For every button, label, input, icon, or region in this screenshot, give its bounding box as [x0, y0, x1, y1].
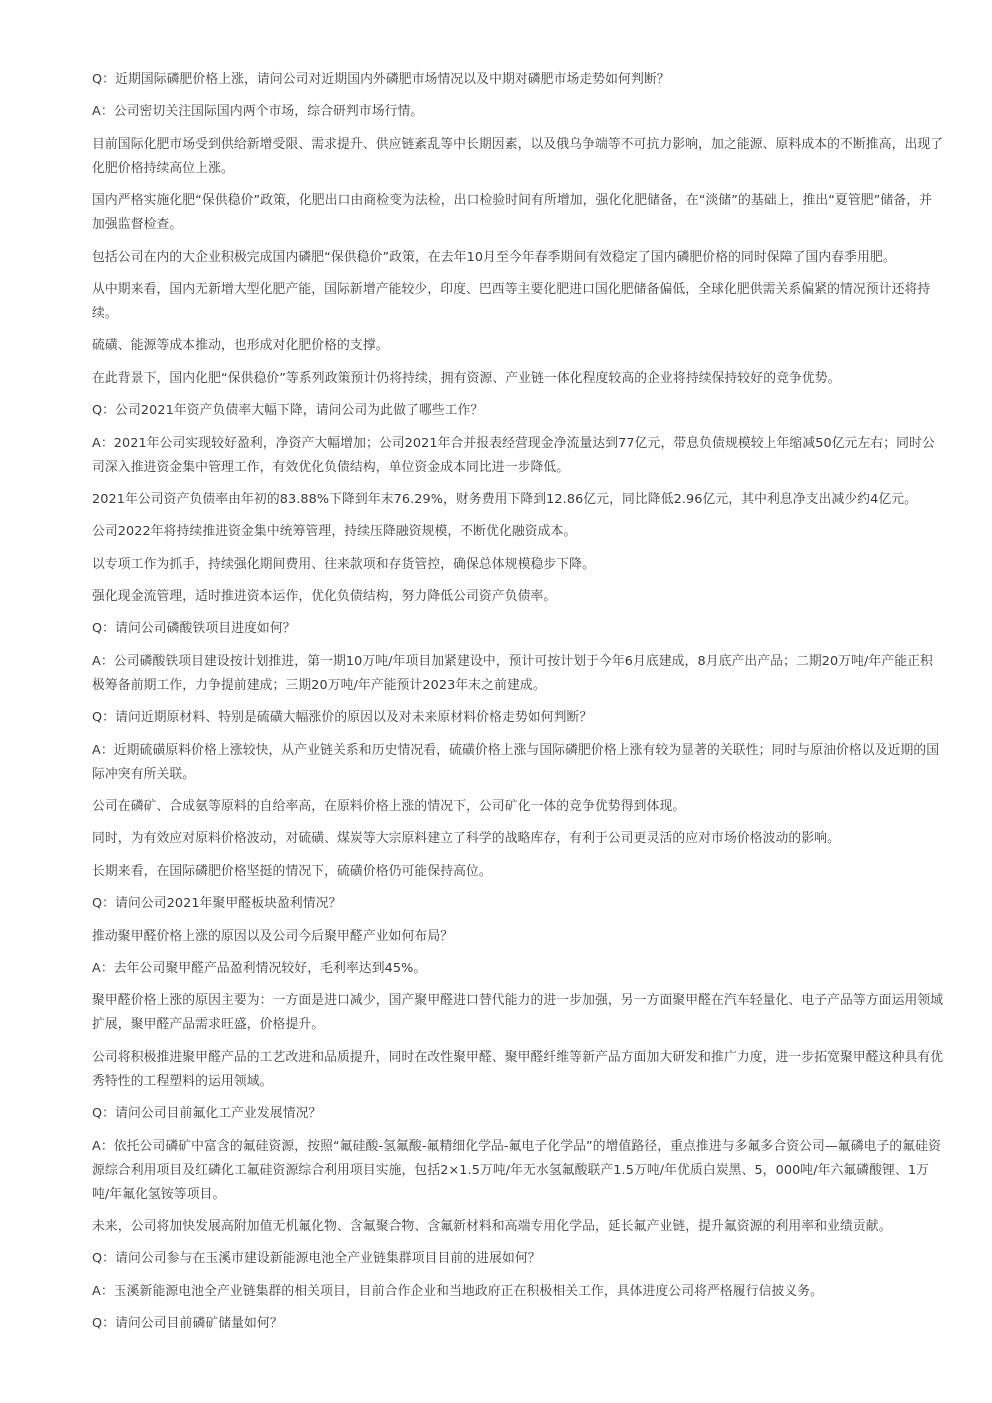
body-paragraph: 包括公司在内的大企业积极完成国内磷肥“保供稳价”政策，在去年10月至今年春季期间有效稳定了国内磷肥价格的同时保障了国内春季用肥。	[92, 249, 896, 265]
question-paragraph: Q：近期国际磷肥价格上涨，请问公司对近期国内外磷肥市场情况以及中期对磷肥市场走势如何判断？	[92, 72, 670, 87]
body-paragraph: 聚甲醛价格上涨的原因主要为：一方面是进口减少，国产聚甲醛进口替代能力的进一步加强，另一方面聚甲醛在汽车轻量化、电子产品等方面运用领域扩展，聚甲醛产品需求旺盛，价格提升。	[92, 993, 944, 1033]
answer-paragraph: A：去年公司聚甲醛产品盈利情况较好，毛利率达到45%。	[92, 960, 427, 976]
question-paragraph: Q：请问公司目前氟化工产业发展情况？	[92, 1106, 322, 1122]
body-paragraph: 公司在磷矿、合成氨等原料的自给率高，在原料价格上涨的情况下，公司矿化一体的竞争优势得到体现。	[92, 799, 686, 815]
question-paragraph: Q：请问近期原材料、特别是硫磺大幅涨价的原因以及对未来原材料价格走势如何判断？	[92, 710, 593, 726]
body-paragraph: 推动聚甲醛价格上涨的原因以及公司今后聚甲醛产业如何布局？	[92, 928, 454, 944]
body-paragraph: 以专项工作为抓手，持续强化期间费用、往来款项和存货管控，确保总体规模稳步下降。	[92, 556, 595, 572]
question-paragraph: Q：请问公司参与在玉溪市建设新能源电池全产业链集群项目目前的进展如何？	[92, 1251, 541, 1267]
body-paragraph: 强化现金流管理，适时推进资本运作，优化负债结构，努力降低公司资产负债率。	[92, 589, 557, 605]
question-paragraph: Q：请问公司磷酸铁项目进度如何？	[92, 621, 296, 637]
body-paragraph: 公司2022年将持续推进资金集中统筹管理，持续压降融资规模，不断优化融资成本。	[92, 524, 577, 540]
body-paragraph: 公司将积极推进聚甲醛产品的工艺改进和品质提升，同时在改性聚甲醛、聚甲醛纤维等新产品方面加大研发和推广力度，进一步拓宽聚甲醛这种具有优秀特性的工程塑料的运用领域。	[92, 1049, 944, 1089]
answer-paragraph: A：近期硫磺原料价格上涨较快，从产业链关系和历史情况看，硫磺价格上涨与国际磷肥价格上涨有较为显著的关联性；同时与原油价格以及近期的国际冲突有所关联。	[92, 742, 940, 782]
body-paragraph: 长期来看，在国际磷肥价格坚挺的情况下，硫磺价格仍可能保持高位。	[92, 863, 492, 879]
question-paragraph: Q：请问公司2021年聚甲醛板块盈利情况？	[92, 896, 342, 912]
body-paragraph: 2021年公司资产负债率由年初的83.88%下降到年末76.29%，财务费用下降到12.86亿元，同比降低2.96亿元，其中利息净支出减少约4亿元。	[92, 491, 918, 507]
question-paragraph: Q：公司2021年资产负债率大幅下降，请问公司为此做了哪些工作？	[92, 403, 484, 419]
body-paragraph: 未来，公司将加快发展高附加值无机氟化物、含氟聚合物、含氟新材料和高端专用化学品，延长氟产业链，提升氟资源的利用率和业绩贡献。	[92, 1218, 892, 1234]
body-paragraph: 同时，为有效应对原料价格波动，对硫磺、煤炭等大宗原料建立了科学的战略库存，有利于公司更灵活的应对市场价格波动的影响。	[92, 831, 841, 847]
answer-paragraph: A：公司密切关注国际国内两个市场，综合研判市场行情。	[92, 104, 424, 120]
answer-paragraph: A：公司磷酸铁项目建设按计划推进，第一期10万吨/年项目加紧建设中，预计可按计划于今年6月底建成，8月底产出产品；二期20万吨/年产能正积极筹备前期工作，力争提前建成；三期20万吨/年产能预计2023年末之前建成。	[92, 653, 933, 693]
answer-paragraph: A：玉溪新能源电池全产业链集群的相关项目，目前合作企业和当地政府正在积极相关工作，具体进度公司将严格履行信披义务。	[92, 1283, 824, 1299]
body-paragraph: 硫磺、能源等成本推动，也形成对化肥价格的支撑。	[92, 338, 389, 354]
answer-paragraph: A：依托公司磷矿中富含的氟硅资源，按照“氟硅酸-氢氟酸-氟精细化学品-氟电子化学品”的增值路径，重点推进与多氟多合资公司—氟磷电子的氟硅资源综合利用项目及红磷化工氟硅资源综合利用项目实施，包括2×1.5万吨/年无水氢氟酸联产1.5万吨/年优质白炭黑、5，000吨/年六氟磷酸锂、1万吨/年氟化氢铵等项目。	[92, 1138, 941, 1202]
body-paragraph: 目前国际化肥市场受到供给新增受限、需求提升、供应链紊乱等中长期因素，以及俄乌争端等不可抗力影响，加之能源、原料成本的不断推高，出现了化肥价格持续高位上涨。	[92, 136, 944, 176]
question-paragraph: Q：请问公司目前磷矿储量如何？	[92, 1316, 283, 1332]
answer-paragraph: A：2021年公司实现较好盈利，净资产大幅增加；公司2021年合并报表经营现金净流量达到77亿元，带息负债规模较上年缩减50亿元左右；同时公司深入推进资金集中管理工作，有效优化负债结构，单位资金成本同比进一步降低。	[92, 435, 935, 475]
body-paragraph: 国内严格实施化肥“保供稳价”政策，化肥出口由商检变为法检，出口检验时间有所增加，强化化肥储备，在“淡储”的基础上，推出“夏管肥”储备，并加强监督检查。	[92, 193, 932, 233]
document-body	[92, 68, 944, 1345]
body-paragraph: 从中期来看，国内无新增大型化肥产能，国际新增产能较少，印度、巴西等主要化肥进口国化肥储备偏低，全球化肥供需关系偏紧的情况预计还将持续。	[92, 281, 931, 321]
body-paragraph: 在此背景下，国内化肥“保供稳价”等系列政策预计仍将持续，拥有资源、产业链一体化程度较高的企业将持续保持较好的竞争优势。	[92, 370, 841, 386]
